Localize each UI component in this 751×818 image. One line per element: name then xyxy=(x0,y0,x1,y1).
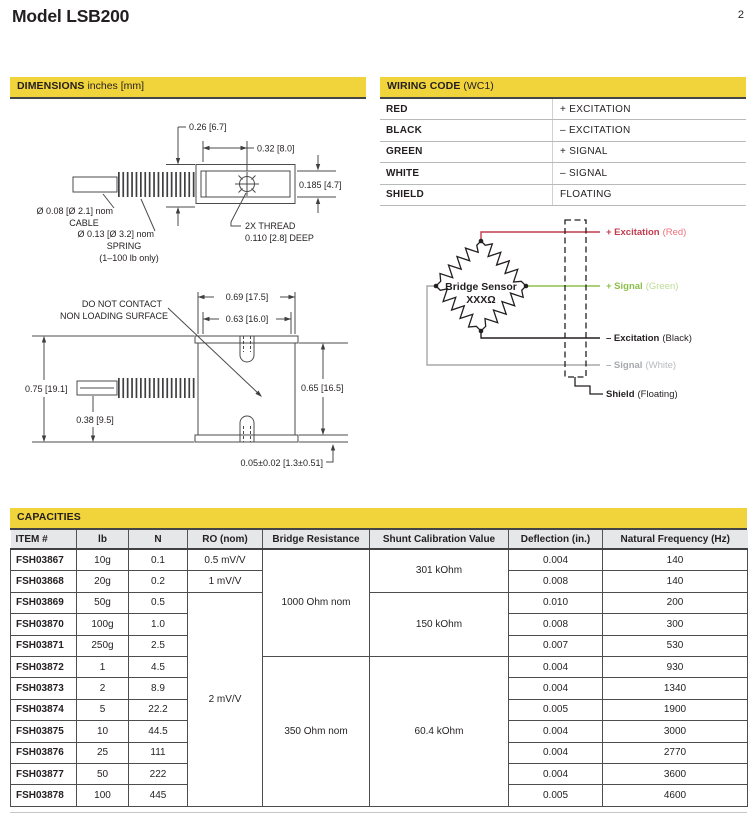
frequency-cell: 3000 xyxy=(603,721,748,742)
svg-text:DO NOT CONTACT: DO NOT CONTACT xyxy=(81,299,162,309)
svg-text:0.75 [19.1]: 0.75 [19.1] xyxy=(25,384,68,394)
deflection-cell: 0.010 xyxy=(509,592,603,613)
item-cell: FSH03871 xyxy=(11,635,77,656)
ro-cell: 0.5 mV/V xyxy=(188,549,263,571)
bottom-thread-stud xyxy=(240,416,254,442)
wire-color: RED xyxy=(386,103,408,115)
wire-function: + SIGNAL xyxy=(552,142,746,162)
sensor-body-front xyxy=(198,343,295,435)
deflection-cell: 0.005 xyxy=(509,785,603,806)
n-cell: 4.5 xyxy=(129,656,188,677)
col-item: ITEM # xyxy=(11,530,77,549)
col-ro: RO (nom) xyxy=(188,530,263,549)
wiring-row xyxy=(380,99,746,120)
signal-pos-label: + Signal (Green) xyxy=(606,281,679,292)
dim-thread-offset xyxy=(203,141,295,171)
deflection-cell: 0.004 xyxy=(509,656,603,677)
wire-color: WHITE xyxy=(386,167,420,179)
table-row xyxy=(11,549,748,571)
wiring-row xyxy=(380,185,746,206)
svg-text:CABLE: CABLE xyxy=(69,218,99,228)
svg-text:Ø 0.08 [Ø 2.1] nom: Ø 0.08 [Ø 2.1] nom xyxy=(36,206,113,216)
frequency-cell: 1340 xyxy=(603,678,748,699)
col-n: N xyxy=(129,530,188,549)
wiring-row xyxy=(380,142,746,163)
shunt-cal-cell: 60.4 kOhm xyxy=(370,656,509,806)
dim-boss-height xyxy=(241,444,336,468)
wiring-code-table xyxy=(380,99,746,206)
wire-function: – EXCITATION xyxy=(552,120,746,140)
frequency-cell: 3600 xyxy=(603,763,748,784)
thread-note xyxy=(231,193,314,243)
lb-cell: 50 xyxy=(77,763,129,784)
dim-cable-height xyxy=(76,396,114,442)
svg-text:SPRING: SPRING xyxy=(106,241,142,251)
wire-function: + EXCITATION xyxy=(552,99,746,119)
deflection-cell: 0.005 xyxy=(509,699,603,720)
n-cell: 1.0 xyxy=(129,614,188,635)
n-cell: 222 xyxy=(129,763,188,784)
dimension-drawings xyxy=(0,100,380,508)
frequency-cell: 140 xyxy=(603,549,748,571)
bottom-plate xyxy=(195,435,298,442)
lb-cell: 20g xyxy=(77,571,129,592)
wire-color: SHIELD xyxy=(386,189,424,201)
svg-text:0.185 [4.7]: 0.185 [4.7] xyxy=(299,180,342,190)
dim-inner-height xyxy=(297,155,342,213)
bridge-sensor-diagram xyxy=(378,210,751,445)
svg-text:0.38 [9.5]: 0.38 [9.5] xyxy=(76,415,114,425)
item-cell: FSH03874 xyxy=(11,699,77,720)
page-number: 2 xyxy=(737,9,744,21)
svg-text:0.69 [17.5]: 0.69 [17.5] xyxy=(225,292,269,302)
dim-inner-width xyxy=(203,312,291,334)
lb-cell: 50g xyxy=(77,592,129,613)
deflection-cell: 0.008 xyxy=(509,614,603,635)
top-thread-stud xyxy=(240,336,254,362)
item-cell: FSH03870 xyxy=(11,614,77,635)
lb-cell: 10g xyxy=(77,549,129,571)
excitation-neg-wire xyxy=(481,331,600,338)
item-cell: FSH03868 xyxy=(11,571,77,592)
svg-text:NON LOADING SURFACE: NON LOADING SURFACE xyxy=(59,311,168,321)
col-deflection: Deflection (in.) xyxy=(509,530,603,549)
frequency-cell: 200 xyxy=(603,592,748,613)
lb-cell: 2 xyxy=(77,678,129,699)
deflection-cell: 0.004 xyxy=(509,742,603,763)
frequency-cell: 930 xyxy=(603,656,748,677)
deflection-cell: 0.007 xyxy=(509,635,603,656)
col-lb: lb xyxy=(77,530,129,549)
wiring-row xyxy=(380,163,746,184)
dimensions-section-header xyxy=(10,77,366,99)
svg-text:(1–100 lb only): (1–100 lb only) xyxy=(99,253,159,263)
frequency-cell: 4600 xyxy=(603,785,748,806)
table-row xyxy=(11,592,748,613)
bridge-sensor-label: Bridge Sensor xyxy=(445,281,517,293)
svg-text:0.32 [8.0]: 0.32 [8.0] xyxy=(257,143,295,154)
svg-text:0.05±0.02 [1.3±0.51]: 0.05±0.02 [1.3±0.51] xyxy=(240,458,323,468)
wiring-section-header xyxy=(380,77,746,99)
svg-text:0.110 [2.8] DEEP: 0.110 [2.8] DEEP xyxy=(245,233,314,243)
n-cell: 0.5 xyxy=(129,592,188,613)
capacities-table xyxy=(10,530,747,807)
lb-cell: 250g xyxy=(77,635,129,656)
shunt-cal-cell: 301 kOhm xyxy=(370,549,509,592)
n-cell: 44.5 xyxy=(129,721,188,742)
signal-neg-label: – Signal (White) xyxy=(606,360,677,371)
wiring-header-note: (WC1) xyxy=(463,80,494,92)
table-header-row xyxy=(11,530,748,549)
cable-note xyxy=(36,194,114,228)
col-bridge-resistance: Bridge Resistance xyxy=(263,530,370,549)
item-cell: FSH03877 xyxy=(11,763,77,784)
item-cell: FSH03867 xyxy=(11,549,77,571)
n-cell: 0.2 xyxy=(129,571,188,592)
shield-boundary xyxy=(565,220,586,377)
bridge-resistance-cell: 350 Ohm nom xyxy=(263,656,370,806)
dim-total-height-front xyxy=(25,336,68,442)
shield-label: Shield (Floating) xyxy=(606,389,678,400)
item-cell: FSH03872 xyxy=(11,656,77,677)
n-cell: 22.2 xyxy=(129,699,188,720)
frequency-cell: 140 xyxy=(603,571,748,592)
shunt-cal-cell: 150 kOhm xyxy=(370,592,509,656)
lb-cell: 100 xyxy=(77,785,129,806)
capacities-section-header xyxy=(10,508,747,530)
n-cell: 111 xyxy=(129,742,188,763)
svg-text:0.26 [6.7]: 0.26 [6.7] xyxy=(189,122,227,132)
svg-text:0.63 [16.0]: 0.63 [16.0] xyxy=(225,314,269,324)
item-cell: FSH03876 xyxy=(11,742,77,763)
col-natural-freq: Natural Frequency (Hz) xyxy=(603,530,748,549)
deflection-cell: 0.004 xyxy=(509,721,603,742)
deflection-cell: 0.004 xyxy=(509,763,603,784)
n-cell: 2.5 xyxy=(129,635,188,656)
deflection-cell: 0.004 xyxy=(509,678,603,699)
wire-color: GREEN xyxy=(386,146,423,158)
deflection-cell: 0.004 xyxy=(509,549,603,571)
item-cell: FSH03875 xyxy=(11,721,77,742)
dimensions-header-title: DIMENSIONS xyxy=(17,80,85,92)
n-cell: 0.1 xyxy=(129,549,188,571)
lb-cell: 5 xyxy=(77,699,129,720)
wiring-row xyxy=(380,120,746,141)
n-cell: 445 xyxy=(129,785,188,806)
cable-shape xyxy=(73,177,117,192)
col-shunt-cal: Shunt Calibration Value xyxy=(370,530,509,549)
dim-body-height xyxy=(301,343,344,435)
svg-text:2X THREAD: 2X THREAD xyxy=(245,221,296,231)
wiring-header-title: WIRING CODE xyxy=(387,80,461,92)
frequency-cell: 1900 xyxy=(603,699,748,720)
lb-cell: 1 xyxy=(77,656,129,677)
ro-cell: 2 mV/V xyxy=(188,592,263,806)
lb-cell: 10 xyxy=(77,721,129,742)
side-view-drawing xyxy=(36,122,341,263)
top-plate xyxy=(195,336,298,343)
frequency-cell: 300 xyxy=(603,614,748,635)
frequency-cell: 530 xyxy=(603,635,748,656)
excitation-pos-wire xyxy=(481,232,600,241)
wire-function: – SIGNAL xyxy=(552,163,746,183)
wire-function: FLOATING xyxy=(552,185,746,205)
thread-hole-symbol xyxy=(235,172,259,196)
front-view-drawing xyxy=(25,292,348,468)
item-cell: FSH03878 xyxy=(11,785,77,806)
wire-color: BLACK xyxy=(386,125,422,137)
n-cell: 8.9 xyxy=(129,678,188,699)
dim-outer-width xyxy=(198,292,295,334)
excitation-pos-label: + Excitation (Red) xyxy=(606,227,687,238)
svg-text:Ø 0.13 [Ø 3.2] nom: Ø 0.13 [Ø 3.2] nom xyxy=(77,229,154,239)
bottom-divider xyxy=(10,812,747,813)
lb-cell: 100g xyxy=(77,614,129,635)
item-cell: FSH03869 xyxy=(11,592,77,613)
bridge-resistance-cell: 1000 Ohm nom xyxy=(263,549,370,656)
deflection-cell: 0.008 xyxy=(509,571,603,592)
excitation-neg-label: – Excitation (Black) xyxy=(606,333,692,344)
dimensions-header-note: inches [mm] xyxy=(87,80,145,92)
capacities-header-title: CAPACITIES xyxy=(17,511,81,523)
svg-text:0.65 [16.5]: 0.65 [16.5] xyxy=(301,383,344,393)
lb-cell: 25 xyxy=(77,742,129,763)
bridge-ohms-label: XXXΩ xyxy=(466,294,496,306)
ro-cell: 1 mV/V xyxy=(188,571,263,592)
shield-wire xyxy=(575,377,603,394)
frequency-cell: 2770 xyxy=(603,742,748,763)
page-title: Model LSB200 xyxy=(12,6,130,26)
table-row xyxy=(11,656,748,677)
item-cell: FSH03873 xyxy=(11,678,77,699)
